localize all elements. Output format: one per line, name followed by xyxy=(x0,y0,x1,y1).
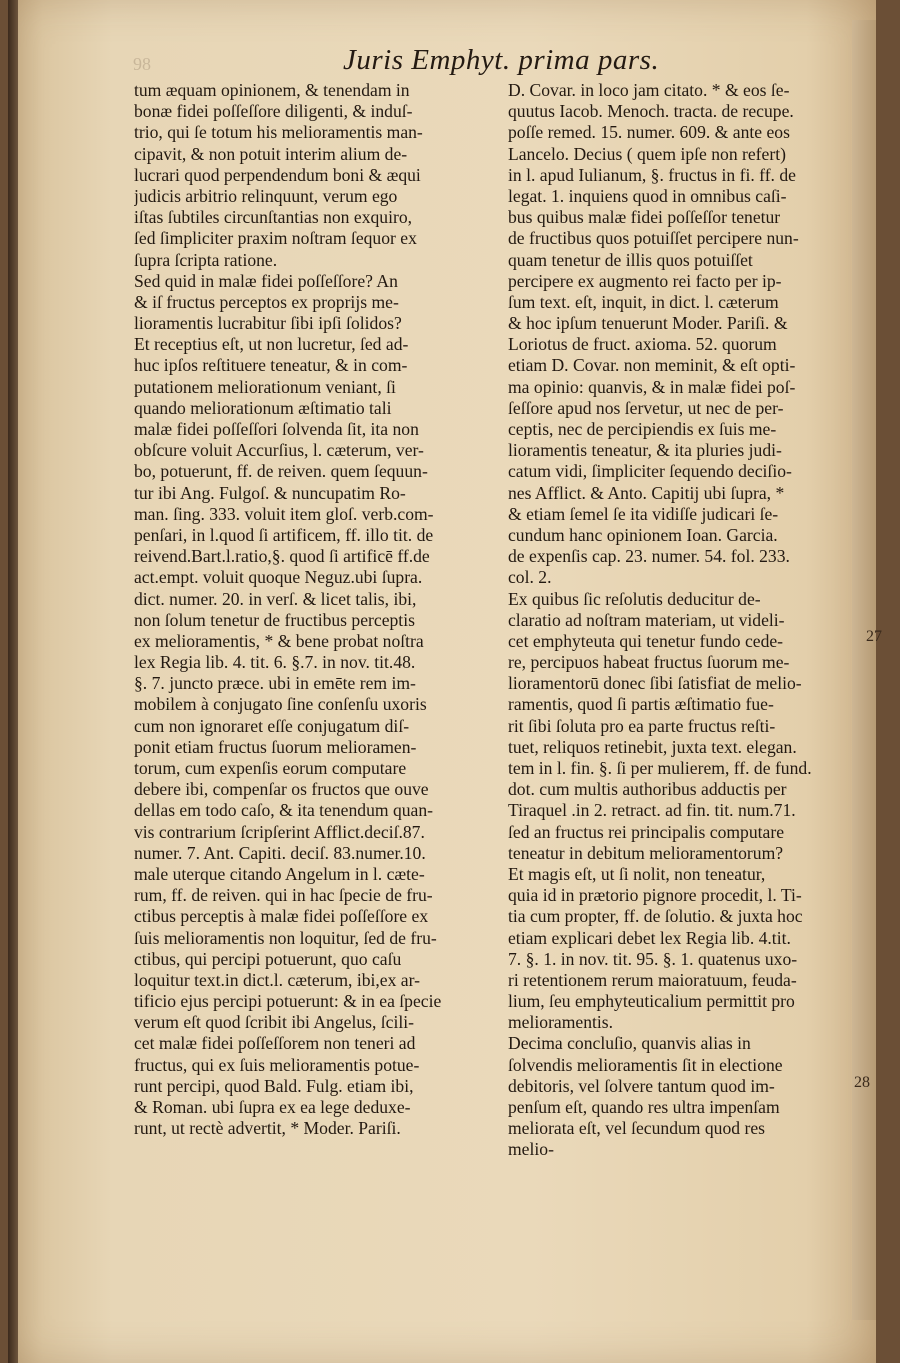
text-line: ramentis, quod ſi partis æſtimatio fue- xyxy=(508,694,774,715)
text-line: ctibus, qui percipi potuerunt, quo caſu xyxy=(134,948,402,969)
text-line: verum eſt quod ſcribit ibi Angelus, ſcili- xyxy=(134,1012,414,1033)
text-line: quando meliorationum æſtimatio tali xyxy=(134,397,392,418)
text-line: rit ſibi ſoluta pro ea parte fructus reſti- xyxy=(508,715,776,736)
text-line: debere ibi, compenſar os fructos que ouve xyxy=(134,779,429,800)
text-line: man. ſing. 333. voluit item gloſ. verb.com- xyxy=(134,503,434,524)
text-line: ſuis melioramentis non loquitur, ſed de fru- xyxy=(134,927,437,948)
text-line: catum vidi, ſimpliciter ſequendo deciſio- xyxy=(508,461,792,482)
text-line: de fructibus quos potuiſſet percipere nun- xyxy=(508,228,799,249)
text-line: tuet, reliquos retinebit, juxta text. elegan. xyxy=(508,736,797,757)
text-line: Loriotus de fruct. axioma. 52. quorum xyxy=(508,334,777,355)
text-line: malæ fidei poſſeſſori ſolvenda ſit, ita non xyxy=(134,419,419,439)
text-line: loquitur text.in dict.l. cæterum, ibi,ex ar- xyxy=(134,969,420,990)
text-line: rum, ff. de reiven. qui in hac ſpecie de fru- xyxy=(134,885,433,906)
text-line: ctibus perceptis à malæ fidei poſſeſſore ex xyxy=(134,906,429,927)
text-line: judicis arbitrio relinquunt, verum ego xyxy=(134,185,398,206)
text-line: ponit etiam fructus ſuorum melioramen- xyxy=(134,736,417,757)
text-line: mobilem à conjugato ſine conſenſu uxoris xyxy=(134,694,427,715)
text-line: penſari, in l.quod ſi artificem, ff. illo tit. de xyxy=(134,524,434,545)
text-line: obſcure voluit Accurſius, l. cæterum, ver- xyxy=(134,440,424,461)
text-line: teneatur in debitum melioramentorum? xyxy=(508,842,784,863)
text-line: cet malæ fidei poſſeſſorem non teneri ad xyxy=(134,1033,416,1054)
text-line: nes Afflict. & Anto. Capitij ubi ſupra, * xyxy=(508,482,785,503)
text-line: bo, potuerunt, ff. de reiven. quem ſequun- xyxy=(134,461,428,482)
text-line: ſum text. eſt, inquit, in dict. l. cæterum xyxy=(508,291,779,312)
text-line: ſed ſimpliciter praxim noſtram ſequor ex xyxy=(134,228,417,249)
text-line: bonæ fidei poſſeſſore diligenti, & induſ- xyxy=(134,101,413,122)
text-line: lioramentis teneatur, & ita pluries judi- xyxy=(508,440,782,461)
text-line: cipavit, & non potuit interim alium de- xyxy=(134,143,408,164)
text-line: non ſolum tenetur de fructibus perceptis xyxy=(134,609,415,630)
text-line: §. 7. juncto præce. ubi in emēte rem im- xyxy=(134,673,416,694)
text-line: D. Covar. in loco jam citato. * & eos ſe- xyxy=(508,80,790,100)
text-line: melioramentis. xyxy=(508,1012,614,1033)
text-line: lioramentis lucrabitur ſibi ipſi ſolidos? xyxy=(134,313,402,334)
text-line: & hoc ipſum tenuerunt Moder. Pariſi. & xyxy=(508,313,788,334)
text-line: quutus Iacob. Menoch. tracta. de recupe. xyxy=(508,101,794,122)
text-line: Tiraquel .in 2. retract. ad fin. tit. num.71. xyxy=(508,800,796,821)
text-line: cundum hanc opinionem Ioan. Garcia. xyxy=(508,524,778,545)
text-line: iſtas ſubtiles circunſtantias non exquiro, xyxy=(134,207,413,228)
right-column xyxy=(508,80,856,1161)
text-line: tia cum propter, ff. de ſolutio. & juxta hoc xyxy=(508,906,803,927)
text-line: Lancelo. Decius ( quem ipſe non refert) xyxy=(508,143,786,164)
text-line: de expenſis cap. 23. numer. 54. fol. 233. xyxy=(508,546,790,567)
text-line: ri retentionem rerum maioratuum, feuda- xyxy=(508,969,797,990)
text-line: & etiam ſemel ſe ita vidiſſe judicari ſe- xyxy=(508,503,779,524)
text-line: claratio ad noſtram materiam, ut videli- xyxy=(508,609,785,630)
text-line: numer. 7. Ant. Capiti. deciſ. 83.numer.10. xyxy=(134,842,426,863)
text-line: quia id in prætorio pignore procedit, l. Ti- xyxy=(508,885,802,906)
left-column xyxy=(134,80,490,1139)
text-line: lucrari quod perpendendum boni & æqui xyxy=(134,164,421,185)
text-line: tem in l. fin. §. ſi per mulierem, ff. de fund. xyxy=(508,758,812,778)
text-line: quam tenetur de illis quos potuiſſet xyxy=(508,249,753,270)
margin-note-28: 28 xyxy=(854,1074,870,1091)
text-line: dict. numer. 20. in verſ. & licet talis, ibi, xyxy=(134,588,417,609)
text-line: legat. 1. inquiens quod in omnibus caſi- xyxy=(508,185,787,206)
text-line: trio, qui ſe totum his melioramentis man- xyxy=(134,122,423,143)
text-line: ſed an fructus rei principalis computare xyxy=(508,821,785,842)
text-line: ſolvendis melioramentis ſit in electione xyxy=(508,1054,783,1075)
text-line: melio- xyxy=(508,1139,554,1160)
text-line: in l. apud Iulianum, §. fructus in fi. ff. de xyxy=(508,164,796,185)
text-line: ma opinio: quanvis, & in malæ fidei poſ- xyxy=(508,376,796,397)
text-line: vis contrarium ſcripſerint Afflict.deciſ.87. xyxy=(134,821,425,842)
text-line: cet emphyteuta qui tenetur fundo cede- xyxy=(508,630,784,651)
text-line: Ex quibus ſic reſolutis deducitur de- xyxy=(508,588,761,609)
text-line: ceptis, nec de percipiendis ex ſuis me- xyxy=(508,419,777,439)
text-line: tificio ejus percipi potuerunt: & in ea ſpecie xyxy=(134,991,442,1012)
text-line: runt percipi, quod Bald. Fulg. etiam ibi, xyxy=(134,1075,414,1096)
text-line: penſum eſt, quando res ultra impenſam xyxy=(508,1097,780,1117)
margin-note-27: 27 xyxy=(866,628,882,645)
page-number-faint: 98 xyxy=(133,54,151,74)
text-line: Et receptius eſt, ut non lucretur, ſed ad- xyxy=(134,334,409,355)
text-line: & Roman. ubi ſupra ex ea lege deduxe- xyxy=(134,1097,411,1117)
text-line: re, percipuos habeat fructus ſuorum me- xyxy=(508,652,790,673)
text-line: & iſ fructus perceptos ex proprijs me- xyxy=(134,291,399,312)
running-head: Juris Emphyt. prima pars. xyxy=(343,44,660,76)
book-page xyxy=(8,0,882,1363)
text-line: runt, ut rectè advertit, * Moder. Pariſi. xyxy=(134,1118,401,1139)
text-line: Decima concluſio, quanvis alias in xyxy=(508,1033,751,1054)
text-line: percipere ex augmento rei facto per ip- xyxy=(508,270,782,291)
text-line: tur ibi Ang. Fulgoſ. & nuncupatim Ro- xyxy=(134,482,406,503)
text-line: huc ipſos reſtituere teneatur, & in com- xyxy=(134,355,408,376)
text-line: act.empt. voluit quoque Neguz.ubi ſupra. xyxy=(134,567,423,588)
text-line: ſupra ſcripta ratione. xyxy=(134,249,278,270)
text-line: meliorata eſt, vel ſecundum quod res xyxy=(508,1118,765,1139)
text-line: lioramentorū donec ſibi ſatisfiat de melio- xyxy=(508,673,802,694)
text-line: torum, cum expenſis eorum computare xyxy=(134,758,407,778)
text-line: Et magis eſt, ut ſi nolit, non teneatur, xyxy=(508,863,766,884)
text-line: poſſe remed. 15. numer. 609. & ante eos xyxy=(508,122,790,143)
text-line: etiam explicari debet lex Regia lib. 4.tit. xyxy=(508,927,791,948)
text-line: etiam D. Covar. non meminit, & eſt opti- xyxy=(508,355,796,376)
text-line: Sed quid in malæ fidei poſſeſſore? An xyxy=(134,270,398,291)
text-line: ſeſſore apud nos ſervetur, ut nec de per- xyxy=(508,397,784,418)
text-line: debitoris, vel ſolvere tantum quod im- xyxy=(508,1075,775,1096)
text-line: ex melioramentis, * & bene probat noſtra xyxy=(134,630,424,651)
text-line: putationem meliorationum veniant, ſi xyxy=(134,376,396,397)
text-line: lex Regia lib. 4. tit. 6. §.7. in nov. tit.48. xyxy=(134,652,416,673)
text-line: dot. cum multis authoribus adductis per xyxy=(508,779,787,800)
text-line: bus quibus malæ fidei poſſeſſor tenetur xyxy=(508,207,781,228)
text-line: tum æquam opinionem, & tenendam in xyxy=(134,80,410,100)
book-binding xyxy=(8,0,18,1363)
text-line: dellas em todo caſo, & ita tenendum quan- xyxy=(134,800,434,821)
text-line: fructus, qui ex ſuis melioramentis potue- xyxy=(134,1054,420,1075)
text-line: lium, ſeu emphyteuticalium permittit pro xyxy=(508,991,795,1012)
text-line: reivend.Bart.l.ratio,§. quod ſi artificē ff.de xyxy=(134,546,430,567)
text-line: 7. §. 1. in nov. tit. 95. §. 1. quatenus uxo- xyxy=(508,948,798,969)
text-line: col. 2. xyxy=(508,567,552,588)
text-line: cum non ignoraret eſſe conjugatum diſ- xyxy=(134,715,410,736)
text-line: male uterque citando Angelum in l. cæte- xyxy=(134,863,425,884)
